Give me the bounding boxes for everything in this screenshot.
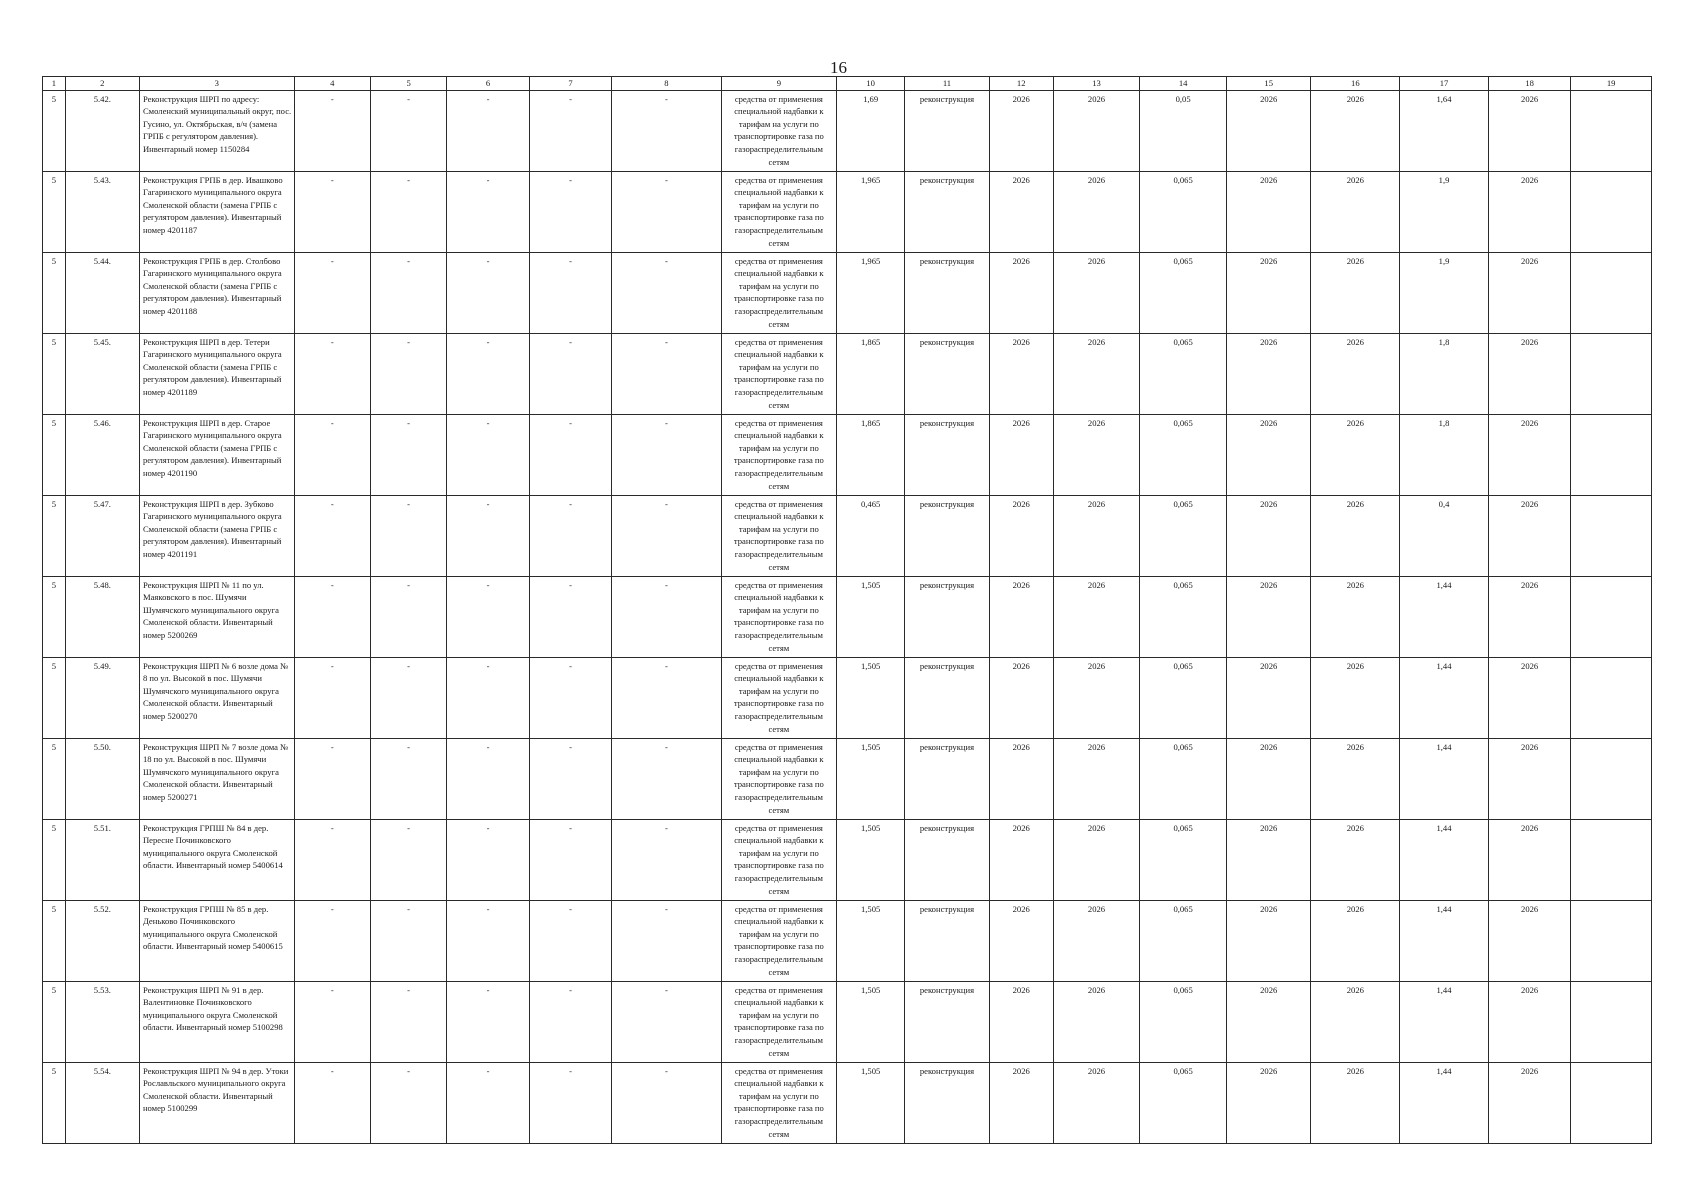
cell-col-19 <box>1571 495 1652 576</box>
cell-col-6: - <box>447 819 530 900</box>
cell-col-13: 2026 <box>1053 1062 1140 1143</box>
cell-col-12: 2026 <box>989 252 1053 333</box>
cell-col-15: 2026 <box>1226 252 1311 333</box>
cell-col-4: - <box>294 171 370 252</box>
cell-col-18: 2026 <box>1488 819 1571 900</box>
cell-col-16: 2026 <box>1311 576 1400 657</box>
cell-col-12: 2026 <box>989 171 1053 252</box>
cell-col-19 <box>1571 981 1652 1062</box>
cell-cost: 1,505 <box>837 981 905 1062</box>
cell-value-14: 0,065 <box>1140 333 1227 414</box>
table-row <box>43 657 1652 738</box>
column-header-6: 6 <box>447 77 530 91</box>
cell-col-15: 2026 <box>1226 333 1311 414</box>
cell-col-4: - <box>294 333 370 414</box>
cell-col-7: - <box>529 657 612 738</box>
cell-col-18: 2026 <box>1488 495 1571 576</box>
table-row <box>43 576 1652 657</box>
cell-col-12: 2026 <box>989 738 1053 819</box>
cell-col-13: 2026 <box>1053 981 1140 1062</box>
column-number-header-row <box>43 77 1652 91</box>
cell-col-13: 2026 <box>1053 900 1140 981</box>
cell-col-7: - <box>529 576 612 657</box>
cell-col-13: 2026 <box>1053 738 1140 819</box>
cell-col-5: - <box>370 171 446 252</box>
cell-col-19 <box>1571 252 1652 333</box>
column-header-19: 19 <box>1571 77 1652 91</box>
cell-col-6: - <box>447 171 530 252</box>
cell-col-8: - <box>612 576 721 657</box>
column-header-16: 16 <box>1311 77 1400 91</box>
cell-col-16: 2026 <box>1311 333 1400 414</box>
cell-col-16: 2026 <box>1311 171 1400 252</box>
cell-col-12: 2026 <box>989 657 1053 738</box>
cell-col-4: - <box>294 495 370 576</box>
cell-cost: 1,865 <box>837 414 905 495</box>
cell-col-4: - <box>294 576 370 657</box>
cell-value-14: 0,065 <box>1140 495 1227 576</box>
cell-col-6: - <box>447 333 530 414</box>
cell-col-19 <box>1571 90 1652 171</box>
cell-col-19 <box>1571 171 1652 252</box>
column-header-5: 5 <box>370 77 446 91</box>
cell-item-number: 5.51. <box>65 819 139 900</box>
cell-col-8: - <box>612 333 721 414</box>
cell-col-7: - <box>529 90 612 171</box>
cell-col-8: - <box>612 819 721 900</box>
cell-section: 5 <box>43 90 66 171</box>
cell-item-number: 5.49. <box>65 657 139 738</box>
cell-value-14: 0,065 <box>1140 171 1227 252</box>
cell-value-17: 1,8 <box>1400 333 1489 414</box>
column-header-12: 12 <box>989 77 1053 91</box>
cell-col-6: - <box>447 1062 530 1143</box>
cell-value-14: 0,05 <box>1140 90 1227 171</box>
cell-work-type: реконструкция <box>905 819 990 900</box>
cell-object-description: Реконструкция ШРП № 7 возле дома № 18 по ул. Высокой в пос. Шумячи Шумячского муниципального округа Смоленской области. Инвентарный номер 5200271 <box>139 738 294 819</box>
cell-funding-source: средства от применения специальной надбавки к тарифам на услуги по транспортировке газа по газораспределительным сетям <box>721 90 837 171</box>
column-header-8: 8 <box>612 77 721 91</box>
cell-funding-source: средства от применения специальной надбавки к тарифам на услуги по транспортировке газа по газораспределительным сетям <box>721 1062 837 1143</box>
cell-object-description: Реконструкция ГРПШ № 85 в дер. Деньково Починковского муниципального округа Смоленской области. Инвентарный номер 5400615 <box>139 900 294 981</box>
cell-value-17: 1,9 <box>1400 252 1489 333</box>
cell-section: 5 <box>43 414 66 495</box>
cell-col-12: 2026 <box>989 1062 1053 1143</box>
cell-section: 5 <box>43 981 66 1062</box>
cell-work-type: реконструкция <box>905 333 990 414</box>
table-row <box>43 900 1652 981</box>
cell-work-type: реконструкция <box>905 900 990 981</box>
cell-object-description: Реконструкция ШРП № 91 в дер. Валентиновке Починковского муниципального округа Смоленской области. Инвентарный номер 5100298 <box>139 981 294 1062</box>
cell-col-16: 2026 <box>1311 981 1400 1062</box>
table-row <box>43 333 1652 414</box>
cell-cost: 0,465 <box>837 495 905 576</box>
cell-object-description: Реконструкция ШРП в дер. Старое Гагаринского муниципального округа Смоленской области (замена ГРПБ с регулятором давления). Инвентарный номер 4201190 <box>139 414 294 495</box>
cell-section: 5 <box>43 657 66 738</box>
cell-funding-source: средства от применения специальной надбавки к тарифам на услуги по транспортировке газа по газораспределительным сетям <box>721 171 837 252</box>
cell-col-12: 2026 <box>989 414 1053 495</box>
cell-work-type: реконструкция <box>905 657 990 738</box>
cell-value-14: 0,065 <box>1140 414 1227 495</box>
cell-value-14: 0,065 <box>1140 1062 1227 1143</box>
cell-value-17: 1,44 <box>1400 900 1489 981</box>
table-row <box>43 981 1652 1062</box>
cell-col-12: 2026 <box>989 90 1053 171</box>
column-header-15: 15 <box>1226 77 1311 91</box>
cell-col-16: 2026 <box>1311 738 1400 819</box>
cell-col-18: 2026 <box>1488 738 1571 819</box>
cell-col-15: 2026 <box>1226 738 1311 819</box>
cell-object-description: Реконструкция ШРП в дер. Тетери Гагаринского муниципального округа Смоленской области (замена ГРПБ с регулятором давления). Инвентарный номер 4201189 <box>139 333 294 414</box>
cell-col-4: - <box>294 738 370 819</box>
cell-col-13: 2026 <box>1053 819 1140 900</box>
cell-col-6: - <box>447 981 530 1062</box>
cell-col-8: - <box>612 981 721 1062</box>
cell-value-17: 1,64 <box>1400 90 1489 171</box>
table-row <box>43 414 1652 495</box>
cell-col-6: - <box>447 414 530 495</box>
cell-work-type: реконструкция <box>905 252 990 333</box>
cell-col-5: - <box>370 495 446 576</box>
cell-col-19 <box>1571 900 1652 981</box>
cell-cost: 1,505 <box>837 819 905 900</box>
cell-value-17: 1,44 <box>1400 1062 1489 1143</box>
cell-col-19 <box>1571 657 1652 738</box>
cell-item-number: 5.47. <box>65 495 139 576</box>
cell-value-14: 0,065 <box>1140 252 1227 333</box>
cell-col-13: 2026 <box>1053 171 1140 252</box>
cell-col-16: 2026 <box>1311 495 1400 576</box>
cell-col-6: - <box>447 576 530 657</box>
cell-col-19 <box>1571 576 1652 657</box>
cell-col-5: - <box>370 333 446 414</box>
cell-col-15: 2026 <box>1226 900 1311 981</box>
cell-section: 5 <box>43 1062 66 1143</box>
cell-funding-source: средства от применения специальной надбавки к тарифам на услуги по транспортировке газа по газораспределительным сетям <box>721 252 837 333</box>
column-header-13: 13 <box>1053 77 1140 91</box>
cell-col-7: - <box>529 981 612 1062</box>
cell-col-4: - <box>294 819 370 900</box>
cell-value-17: 1,44 <box>1400 576 1489 657</box>
cell-cost: 1,505 <box>837 576 905 657</box>
cell-value-17: 1,44 <box>1400 981 1489 1062</box>
cell-col-8: - <box>612 414 721 495</box>
cell-col-16: 2026 <box>1311 819 1400 900</box>
cell-col-15: 2026 <box>1226 171 1311 252</box>
cell-col-12: 2026 <box>989 900 1053 981</box>
column-header-11: 11 <box>905 77 990 91</box>
cell-col-8: - <box>612 738 721 819</box>
cell-item-number: 5.48. <box>65 576 139 657</box>
cell-col-8: - <box>612 900 721 981</box>
cell-col-12: 2026 <box>989 495 1053 576</box>
column-header-4: 4 <box>294 77 370 91</box>
cell-col-16: 2026 <box>1311 900 1400 981</box>
cell-item-number: 5.50. <box>65 738 139 819</box>
cell-value-17: 1,9 <box>1400 171 1489 252</box>
cell-cost: 1,505 <box>837 657 905 738</box>
cell-object-description: Реконструкция ГРПШ № 84 в дер. Пересне Починковского муниципального округа Смоленской области. Инвентарный номер 5400614 <box>139 819 294 900</box>
cell-section: 5 <box>43 495 66 576</box>
cell-col-8: - <box>612 495 721 576</box>
cell-value-14: 0,065 <box>1140 981 1227 1062</box>
column-header-2: 2 <box>65 77 139 91</box>
cell-col-18: 2026 <box>1488 657 1571 738</box>
cell-funding-source: средства от применения специальной надбавки к тарифам на услуги по транспортировке газа по газораспределительным сетям <box>721 900 837 981</box>
page-number: 16 <box>830 58 847 77</box>
cell-col-13: 2026 <box>1053 252 1140 333</box>
cell-section: 5 <box>43 819 66 900</box>
cell-col-13: 2026 <box>1053 414 1140 495</box>
cell-col-7: - <box>529 333 612 414</box>
cell-item-number: 5.45. <box>65 333 139 414</box>
cell-col-16: 2026 <box>1311 252 1400 333</box>
cell-col-5: - <box>370 900 446 981</box>
cell-work-type: реконструкция <box>905 414 990 495</box>
investment-program-table <box>42 76 1652 1144</box>
cell-col-18: 2026 <box>1488 171 1571 252</box>
cell-col-15: 2026 <box>1226 819 1311 900</box>
cell-funding-source: средства от применения специальной надбавки к тарифам на услуги по транспортировке газа по газораспределительным сетям <box>721 495 837 576</box>
cell-section: 5 <box>43 333 66 414</box>
cell-work-type: реконструкция <box>905 90 990 171</box>
cell-section: 5 <box>43 900 66 981</box>
column-header-18: 18 <box>1488 77 1571 91</box>
cell-col-15: 2026 <box>1226 657 1311 738</box>
cell-col-18: 2026 <box>1488 981 1571 1062</box>
cell-col-6: - <box>447 495 530 576</box>
cell-value-14: 0,065 <box>1140 900 1227 981</box>
cell-col-18: 2026 <box>1488 1062 1571 1143</box>
table-row <box>43 819 1652 900</box>
cell-object-description: Реконструкция ГРПБ в дер. Столбово Гагаринского муниципального округа Смоленской области (замена ГРПБ с регулятором давления). Инвентарный номер 4201188 <box>139 252 294 333</box>
cell-col-6: - <box>447 252 530 333</box>
cell-col-16: 2026 <box>1311 90 1400 171</box>
cell-item-number: 5.44. <box>65 252 139 333</box>
cell-col-18: 2026 <box>1488 414 1571 495</box>
cell-col-5: - <box>370 981 446 1062</box>
cell-col-7: - <box>529 900 612 981</box>
table-row <box>43 1062 1652 1143</box>
cell-col-4: - <box>294 657 370 738</box>
cell-col-5: - <box>370 414 446 495</box>
cell-col-15: 2026 <box>1226 576 1311 657</box>
table-row <box>43 90 1652 171</box>
cell-col-8: - <box>612 1062 721 1143</box>
cell-col-7: - <box>529 1062 612 1143</box>
cell-col-8: - <box>612 657 721 738</box>
cell-cost: 1,69 <box>837 90 905 171</box>
cell-item-number: 5.52. <box>65 900 139 981</box>
cell-value-17: 1,44 <box>1400 738 1489 819</box>
cell-col-16: 2026 <box>1311 414 1400 495</box>
cell-value-14: 0,065 <box>1140 738 1227 819</box>
cell-item-number: 5.43. <box>65 171 139 252</box>
cell-funding-source: средства от применения специальной надбавки к тарифам на услуги по транспортировке газа по газораспределительным сетям <box>721 819 837 900</box>
cell-col-18: 2026 <box>1488 900 1571 981</box>
cell-funding-source: средства от применения специальной надбавки к тарифам на услуги по транспортировке газа по газораспределительным сетям <box>721 738 837 819</box>
cell-cost: 1,505 <box>837 900 905 981</box>
cell-col-5: - <box>370 738 446 819</box>
cell-col-8: - <box>612 171 721 252</box>
cell-value-14: 0,065 <box>1140 657 1227 738</box>
cell-col-4: - <box>294 90 370 171</box>
cell-item-number: 5.53. <box>65 981 139 1062</box>
cell-col-6: - <box>447 900 530 981</box>
column-header-14: 14 <box>1140 77 1227 91</box>
cell-col-6: - <box>447 657 530 738</box>
cell-work-type: реконструкция <box>905 171 990 252</box>
cell-item-number: 5.54. <box>65 1062 139 1143</box>
cell-col-7: - <box>529 738 612 819</box>
cell-col-5: - <box>370 1062 446 1143</box>
cell-work-type: реконструкция <box>905 576 990 657</box>
cell-col-12: 2026 <box>989 576 1053 657</box>
cell-col-4: - <box>294 252 370 333</box>
cell-work-type: реконструкция <box>905 1062 990 1143</box>
cell-work-type: реконструкция <box>905 495 990 576</box>
cell-col-18: 2026 <box>1488 576 1571 657</box>
cell-col-4: - <box>294 1062 370 1143</box>
cell-col-12: 2026 <box>989 981 1053 1062</box>
cell-cost: 1,965 <box>837 252 905 333</box>
column-header-3: 3 <box>139 77 294 91</box>
cell-value-17: 1,44 <box>1400 657 1489 738</box>
cell-col-12: 2026 <box>989 819 1053 900</box>
cell-col-6: - <box>447 738 530 819</box>
cell-cost: 1,865 <box>837 333 905 414</box>
cell-col-13: 2026 <box>1053 576 1140 657</box>
cell-col-7: - <box>529 819 612 900</box>
cell-col-13: 2026 <box>1053 657 1140 738</box>
cell-col-7: - <box>529 495 612 576</box>
cell-value-14: 0,065 <box>1140 819 1227 900</box>
cell-object-description: Реконструкция ШРП № 6 возле дома № 8 по ул. Высокой в пос. Шумячи Шумячского муниципального округа Смоленской области. Инвентарный номер 5200270 <box>139 657 294 738</box>
cell-col-12: 2026 <box>989 333 1053 414</box>
cell-col-16: 2026 <box>1311 657 1400 738</box>
cell-col-5: - <box>370 576 446 657</box>
cell-value-14: 0,065 <box>1140 576 1227 657</box>
cell-work-type: реконструкция <box>905 981 990 1062</box>
cell-value-17: 1,44 <box>1400 819 1489 900</box>
cell-object-description: Реконструкция ГРПБ в дер. Ивашково Гагаринского муниципального округа Смоленской области (замена ГРПБ с регулятором давления). Инвентарный номер 4201187 <box>139 171 294 252</box>
cell-funding-source: средства от применения специальной надбавки к тарифам на услуги по транспортировке газа по газораспределительным сетям <box>721 414 837 495</box>
cell-section: 5 <box>43 252 66 333</box>
table-row <box>43 495 1652 576</box>
cell-funding-source: средства от применения специальной надбавки к тарифам на услуги по транспортировке газа по газораспределительным сетям <box>721 981 837 1062</box>
column-header-7: 7 <box>529 77 612 91</box>
cell-col-8: - <box>612 252 721 333</box>
cell-object-description: Реконструкция ШРП № 94 в дер. Утоки Рославльского муниципального округа Смоленской области. Инвентарный номер 5100299 <box>139 1062 294 1143</box>
cell-section: 5 <box>43 576 66 657</box>
cell-item-number: 5.42. <box>65 90 139 171</box>
cell-col-19 <box>1571 819 1652 900</box>
cell-value-17: 1,8 <box>1400 414 1489 495</box>
cell-col-15: 2026 <box>1226 90 1311 171</box>
cell-col-4: - <box>294 900 370 981</box>
cell-cost: 1,505 <box>837 1062 905 1143</box>
cell-work-type: реконструкция <box>905 738 990 819</box>
cell-cost: 1,965 <box>837 171 905 252</box>
cell-col-6: - <box>447 90 530 171</box>
table-body <box>43 90 1652 1143</box>
cell-col-5: - <box>370 252 446 333</box>
cell-col-16: 2026 <box>1311 1062 1400 1143</box>
cell-col-15: 2026 <box>1226 414 1311 495</box>
cell-col-7: - <box>529 171 612 252</box>
cell-object-description: Реконструкция ШРП по адресу: Смоленский муниципальный округ, пос. Гусино, ул. Октябрьская, в/ч (замена ГРПБ с регулятором давления). Инвентарный номер 1150284 <box>139 90 294 171</box>
cell-col-7: - <box>529 414 612 495</box>
cell-funding-source: средства от применения специальной надбавки к тарифам на услуги по транспортировке газа по газораспределительным сетям <box>721 657 837 738</box>
cell-col-15: 2026 <box>1226 981 1311 1062</box>
cell-col-5: - <box>370 90 446 171</box>
cell-col-13: 2026 <box>1053 90 1140 171</box>
cell-col-15: 2026 <box>1226 495 1311 576</box>
table-row <box>43 171 1652 252</box>
cell-value-17: 0,4 <box>1400 495 1489 576</box>
cell-section: 5 <box>43 171 66 252</box>
cell-item-number: 5.46. <box>65 414 139 495</box>
cell-col-7: - <box>529 252 612 333</box>
cell-section: 5 <box>43 738 66 819</box>
cell-funding-source: средства от применения специальной надбавки к тарифам на услуги по транспортировке газа по газораспределительным сетям <box>721 333 837 414</box>
cell-object-description: Реконструкция ШРП № 11 по ул. Маяковского в пос. Шумячи Шумячского муниципального округа Смоленской области. Инвентарный номер 5200269 <box>139 576 294 657</box>
cell-col-13: 2026 <box>1053 495 1140 576</box>
cell-col-18: 2026 <box>1488 90 1571 171</box>
column-header-9: 9 <box>721 77 837 91</box>
cell-col-5: - <box>370 657 446 738</box>
cell-col-5: - <box>370 819 446 900</box>
cell-cost: 1,505 <box>837 738 905 819</box>
column-header-17: 17 <box>1400 77 1489 91</box>
cell-col-4: - <box>294 414 370 495</box>
cell-col-19 <box>1571 333 1652 414</box>
cell-col-19 <box>1571 1062 1652 1143</box>
cell-col-4: - <box>294 981 370 1062</box>
cell-col-19 <box>1571 738 1652 819</box>
table-row <box>43 738 1652 819</box>
cell-col-15: 2026 <box>1226 1062 1311 1143</box>
column-header-1: 1 <box>43 77 66 91</box>
cell-col-13: 2026 <box>1053 333 1140 414</box>
cell-col-18: 2026 <box>1488 333 1571 414</box>
cell-col-18: 2026 <box>1488 252 1571 333</box>
column-header-10: 10 <box>837 77 905 91</box>
cell-funding-source: средства от применения специальной надбавки к тарифам на услуги по транспортировке газа по газораспределительным сетям <box>721 576 837 657</box>
cell-object-description: Реконструкция ШРП в дер. Зубково Гагаринского муниципального округа Смоленской области (замена ГРПБ с регулятором давления). Инвентарный номер 4201191 <box>139 495 294 576</box>
table-row <box>43 252 1652 333</box>
cell-col-8: - <box>612 90 721 171</box>
cell-col-19 <box>1571 414 1652 495</box>
